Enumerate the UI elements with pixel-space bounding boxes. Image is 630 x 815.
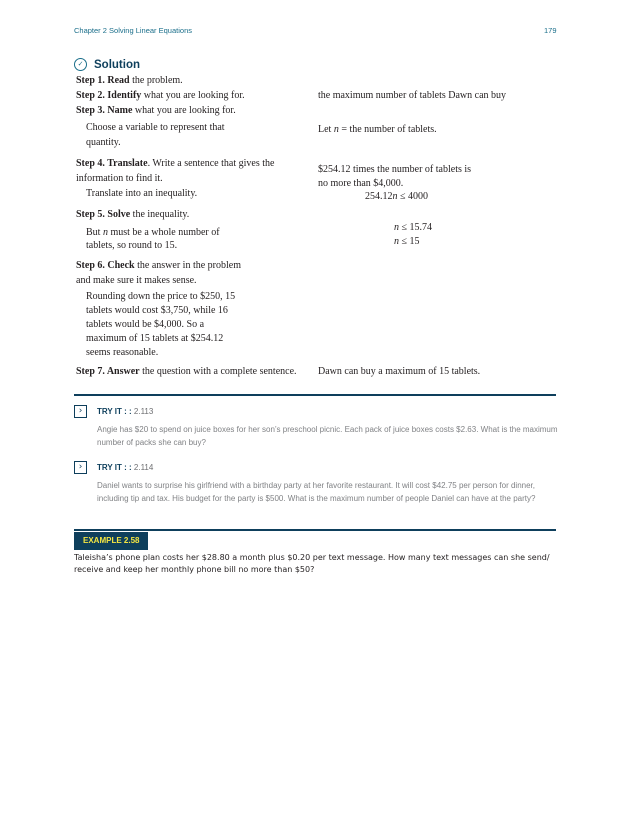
step-6-note-line-3: tablets would be $4,000. So a [86,319,205,330]
example-text: Taleisha’s phone plan costs her $28.80 a month plus $0.20 per text message. How many text messages can she send/ receive and keep her monthly phone bill no more than $50? [74,553,550,574]
chevron-right-icon[interactable]: › [74,461,87,474]
step-7-result: Dawn can buy a maximum of 15 tablets. [318,366,481,377]
try-it-label-1: TRY IT : : 2.113 [97,407,154,416]
step-4-inequality: 254.12n ≤ 4000 [365,191,428,202]
example-label: EXAMPLE 2.58 [74,532,148,550]
step-6-note-line-5: seems reasonable. [86,347,159,358]
step-3: Step 3. Name what you are looking for. [76,105,236,116]
chevron-right-icon[interactable]: › [74,405,87,418]
step-6-note-line-1: Rounding down the price to $250, 15 [86,291,236,302]
step-5-inequality-1: n ≤ 15.74 [394,222,432,233]
try-it-text-2: Daniel wants to surprise his girlfriend with a birthday party at her favorite restaurant. It will cost $42.75 per person for dinner, including tip and tax. His budget for the party is $500. What is the maximum number of people Daniel can have at the party? [97,481,536,503]
example-divider [74,529,556,531]
step-1: Step 1. Read the problem. [76,75,183,86]
step-4-line-2: information to find it. [76,173,163,184]
step-4-result-line-2: no more than $4,000. [318,178,404,189]
try-it-text-1: Angie has $20 to spend on juice boxes for her son’s preschool picnic. Each pack of juice boxes costs $2.63. What is the maximum number of packs she can buy? [97,425,558,447]
chapter-header: Chapter 2 Solving Linear Equations [74,26,192,35]
step-5-note-line-1: But n must be a whole number of [86,227,220,238]
step-2: Step 2. Identify what you are looking for. [76,90,245,101]
step-4-note: Translate into an inequality. [86,188,198,199]
check-circle-icon: ✓ [74,58,87,71]
solution-heading [74,58,140,71]
step-6-note-line-2: tablets would cost $3,750, while 16 [86,305,228,316]
step-5: Step 5. Solve the inequality. [76,209,190,220]
page-number: 179 [544,26,557,35]
step-3-note-line-1: Choose a variable to represent that [86,122,225,133]
step-3-result: Let n = the number of tablets. [318,124,437,135]
step-4-result-line-1: $254.12 times the number of tablets is [318,164,472,175]
solution-title: Solution [94,58,140,71]
section-divider [74,394,556,396]
step-2-result: the maximum number of tablets Dawn can buy [318,90,507,101]
step-6: Step 6. Check the answer in the problem [76,260,241,271]
step-6-note-line-4: maximum of 15 tablets at $254.12 [86,333,224,344]
step-4: Step 4. Translate. Write a sentence that gives the [76,158,275,169]
step-3-note-line-2: quantity. [86,137,121,148]
try-it-label-2: TRY IT : : 2.114 [97,463,154,472]
step-5-note-line-2: tablets, so round to 15. [86,240,178,251]
step-7: Step 7. Answer the question with a complete sentence. [76,366,297,377]
step-5-inequality-2: n ≤ 15 [394,236,420,247]
step-6-line-2: and make sure it makes sense. [76,275,197,286]
